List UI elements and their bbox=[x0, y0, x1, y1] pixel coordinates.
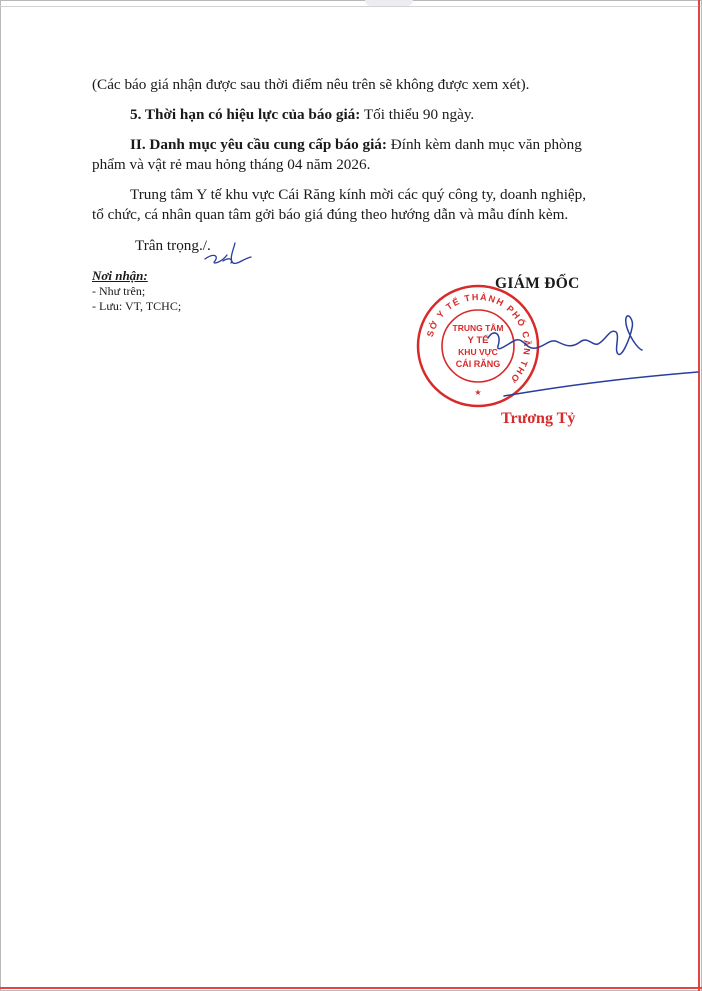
closing-text: Trân trọng./. bbox=[135, 237, 211, 254]
handwritten-signature bbox=[480, 298, 700, 408]
section-ii-paragraph bbox=[130, 136, 582, 154]
right-red-border bbox=[698, 0, 700, 991]
svg-text:KHU VỰC: KHU VỰC bbox=[458, 347, 498, 357]
recipient-item: - Như trên; bbox=[92, 284, 146, 298]
svg-text:CÁI RĂNG: CÁI RĂNG bbox=[455, 359, 501, 369]
validity-label: 5. Thời hạn có hiệu lực của báo giá: bbox=[130, 106, 361, 123]
deadline-note: (Các báo giá nhận được sau thời điểm nêu trên sẽ không được xem xét). bbox=[92, 76, 530, 93]
signer-title: GIÁM ĐỐC bbox=[495, 275, 580, 292]
svg-text:★: ★ bbox=[474, 388, 482, 397]
invitation-line-2: tổ chức, cá nhân quan tâm gởi báo giá đúng theo hướng dẫn và mẫu đính kèm. bbox=[92, 206, 569, 223]
svg-text:TRUNG TÂM: TRUNG TÂM bbox=[452, 323, 504, 333]
section-ii-label: II. Danh mục yêu cầu cung cấp báo giá: bbox=[130, 136, 387, 153]
scan-mark bbox=[365, 0, 413, 6]
recipient-item: - Lưu: VT, TCHC; bbox=[92, 299, 182, 313]
recipients-title: Nơi nhận: bbox=[92, 268, 148, 283]
section-ii-value-1: Đính kèm danh mục văn phòng bbox=[386, 136, 582, 153]
initials-signature bbox=[199, 237, 255, 267]
invitation-line-1: Trung tâm Y tế khu vực Cái Răng kính mời các quý công ty, doanh nghiệp, bbox=[130, 186, 587, 203]
recipients-block bbox=[92, 268, 181, 314]
bottom-red-border bbox=[0, 987, 702, 989]
top-rule bbox=[0, 6, 702, 7]
signer-name: Trương Tỷ bbox=[501, 410, 576, 427]
section-ii-value-2: phẩm và vật rẻ mau hỏng tháng 04 năm 2026. bbox=[92, 156, 371, 173]
validity-value: Tối thiểu 90 ngày. bbox=[360, 106, 475, 123]
svg-text:SỞ Y TẾ THÀNH PHỐ CẦN THƠ: SỞ Y TẾ THÀNH PHỐ CẦN THƠ bbox=[424, 291, 533, 386]
validity-paragraph bbox=[130, 106, 474, 124]
svg-text:Y TẾ: Y TẾ bbox=[467, 335, 489, 346]
